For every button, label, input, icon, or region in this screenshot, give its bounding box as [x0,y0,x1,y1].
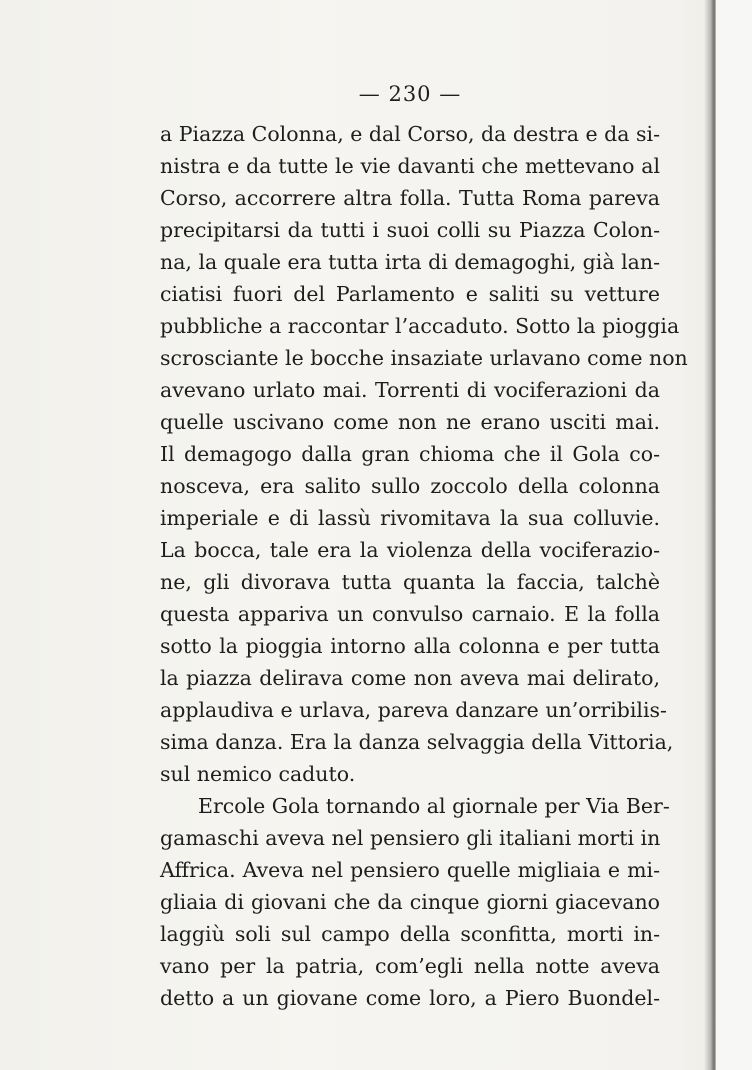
body-text [160,118,688,1014]
scan-margin [716,0,752,1070]
text-line: imperiale e di lassù rivomitava la sua colluvie. [160,506,660,530]
page-gutter-shadow [704,0,716,1070]
text-line-paragraph-start: Ercole Gola tornando al giornale per Via Ber- [198,794,670,818]
text-line-paragraph-end: sul nemico caduto. [160,762,356,786]
text-line: vano per la patria, com’egli nella notte aveva [160,954,660,978]
page-number: — 230 — [358,82,462,106]
text-line: La bocca, tale era la violenza della vociferazio- [160,538,660,562]
text-line: nistra e da tutte le vie davanti che mettevano al [160,154,660,178]
text-line: scrosciante le bocche insaziate urlavano come non [160,346,688,370]
text-line: laggiù soli sul campo della sconfitta, morti in- [160,922,660,946]
text-line: a Piazza Colonna, e dal Corso, da destra e da si- [160,122,660,146]
text-line: applaudiva e urlava, pareva danzare un’orribilis- [160,698,667,722]
text-line: precipitarsi da tutti i suoi colli su Piazza Colon- [160,218,660,242]
text-line: gamaschi aveva nel pensiero gli italiani morti in [160,826,661,850]
text-line: Corso, accorrere altra folla. Tutta Roma pareva [160,186,660,210]
text-line: ne, gli divorava tutta quanta la faccia, talchè [160,570,660,594]
text-line: na, la quale era tutta irta di demagoghi, già lan- [160,250,660,274]
text-line: sima danza. Era la danza selvaggia della Vittoria, [160,730,674,754]
text-line: gliaia di giovani che da cinque giorni giacevano [160,890,660,914]
text-line: nosceva, era salito sullo zoccolo della colonna [160,474,660,498]
text-line: questa appariva un convulso carnaio. E la folla [160,602,660,626]
text-line: ciatisi fuori del Parlamento e saliti su vetture [160,282,660,306]
text-line: la piazza delirava come non aveva mai delirato, [160,666,660,690]
text-line: avevano urlato mai. Torrenti di vociferazioni da [160,378,660,402]
text-line: quelle uscivano come non ne erano usciti mai. [160,410,660,434]
text-line: sotto la pioggia intorno alla colonna e per tutta [160,634,660,658]
text-line: Il demagogo dalla gran chioma che il Gola co- [160,442,660,466]
text-line: detto a un giovane come loro, a Piero Buondel- [160,986,660,1010]
text-line: Affrica. Aveva nel pensiero quelle migliaia e mi- [160,858,660,882]
text-line: pubbliche a raccontar l’accaduto. Sotto la pioggia [160,314,680,338]
